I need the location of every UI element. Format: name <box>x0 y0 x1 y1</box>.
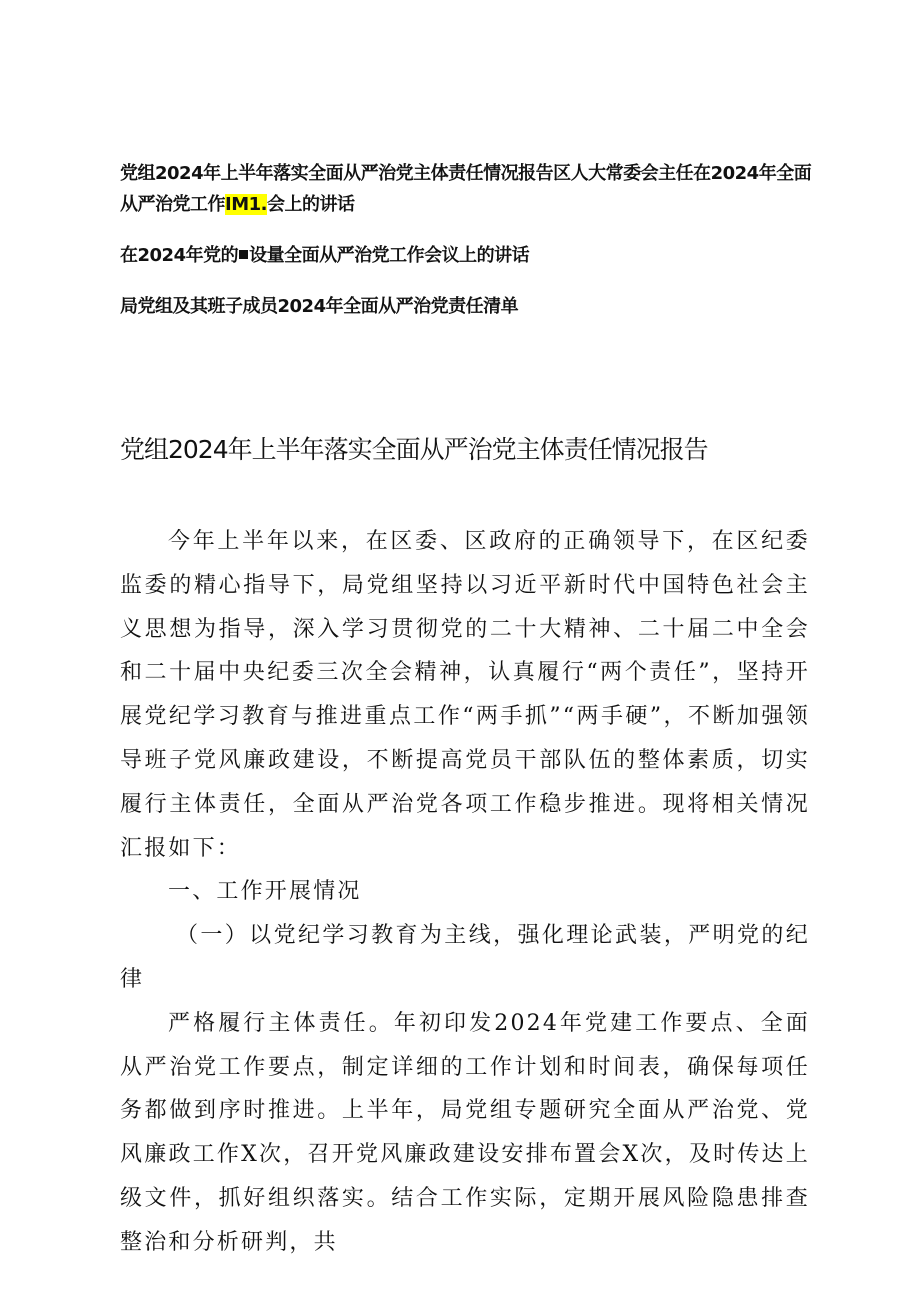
toc-item-1-text-end: 会上的讲话 <box>266 194 355 215</box>
intro-paragraph: 今年上半年以来，在区委、区政府的正确领导下，在区纪委监委的精心指导下，局党组坚持以习近平新时代中国特色社会主义思想为指导，深入学习贯彻党的二十大精神、二十届二中全会和二十届中央纪委三次全会精神，认真履行“两个责任”，坚持开展党纪学习教育与推进重点工作“两手抓”“两手硬”，不断加强领导班子党风廉政建设，不断提高党员干部队伍的整体素质，切实履行主体责任，全面从严治党各项工作稳步推进。现将相关情况汇报如下： <box>120 529 810 861</box>
subsection-paragraph: 严格履行主体责任。年初印发2024年党建工作要点、全面从严治党工作要点，制定详细的工作计划和时间表，确保每项任务都做到序时推进。上半年，局党组专题研究全面从严治党、党风廉政工作X次，召开党风廉政建设安排布置会X次，及时传达上级文件，抓好组织落实。结合工作实际，定期开展风险隐患排查整治和分析研判，共 <box>120 1010 810 1255</box>
table-of-contents <box>120 158 820 322</box>
toc-item-1[interactable] <box>120 158 820 220</box>
toc-item-2-text: 在2024年党的 <box>120 245 239 266</box>
toc-item-3-text: 局党组及其班子成员2024年全面从严治党责任清单 <box>120 296 519 317</box>
document-body <box>120 520 810 1265</box>
square-glyph-icon <box>239 250 248 259</box>
toc-item-3[interactable] <box>120 291 820 322</box>
highlighted-text: IM1. <box>225 194 267 215</box>
subsection-heading: （一）以党纪学习教育为主线，强化理论武装，严明党的纪律 <box>120 923 810 992</box>
document-title: 党组2024年上半年落实全面从严治党主体责任情况报告 <box>120 435 708 464</box>
toc-item-1-text: 党组2024年上半年落实全面从严治党主体责任情况报告区人大常委会主任在2024年全面从严治党工作 <box>120 163 812 215</box>
section-heading: 一、工作开展情况 <box>168 879 362 905</box>
toc-item-2-text-end: 设量全面从严治党工作会议上的讲话 <box>249 245 530 266</box>
toc-item-2[interactable] <box>120 240 820 271</box>
